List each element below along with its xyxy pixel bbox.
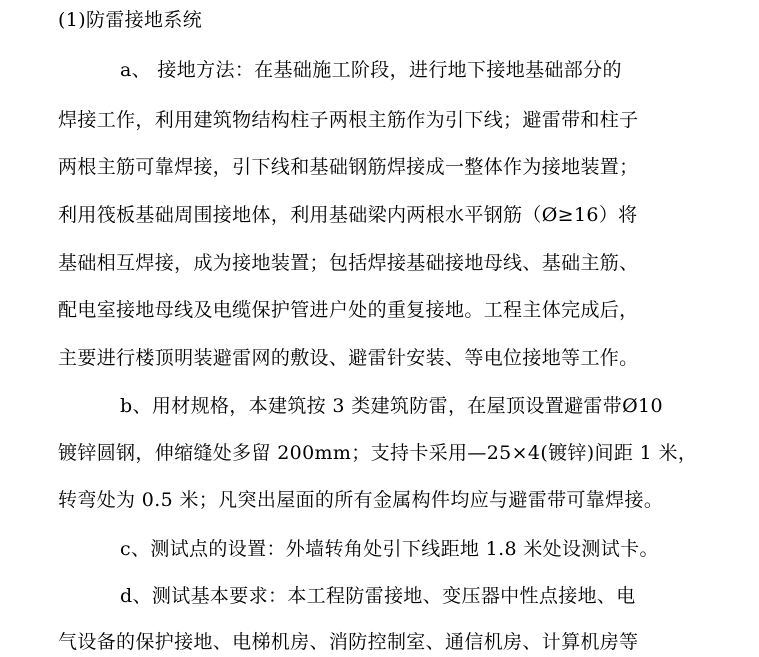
section-heading: (1)防雷接地系统	[58, 9, 203, 31]
paragraph-b-line-2: 镀锌圆钢，伸缩缝处多留 200mm；支持卡采用—25×4(镀锌)间距 1 米，	[58, 442, 698, 464]
paragraph-d-line-2: 气设备的保护接地、电梯机房、消防控制室、通信机房、计算机房等	[58, 631, 639, 653]
paragraph-a-line-6: 配电室接地母线及电缆保护管进户处的重复接地。工程主体完成后，	[58, 299, 639, 321]
paragraph-a-line-3: 两根主筋可靠焊接，引下线和基础钢筋焊接成一整体作为接地装置；	[58, 156, 639, 178]
paragraph-a-line-2: 焊接工作，利用建筑物结构柱子两根主筋作为引下线；避雷带和柱子	[58, 109, 639, 131]
paragraph-d-line-1: d、测试基本要求：本工程防雷接地、变压器中性点接地、电	[120, 585, 636, 607]
paragraph-a-line-1: a、 接地方法：在基础施工阶段，进行地下接地基础部分的	[120, 59, 622, 81]
paragraph-c-line-1: c、测试点的设置：外墙转角处引下线距地 1.8 米处设测试卡。	[120, 538, 659, 560]
paragraph-b-line-1: b、用材规格，本建筑按 3 类建筑防雷，在屋顶设置避雷带Ø10	[120, 395, 663, 417]
paragraph-b-line-3: 转弯处为 0.5 米；凡突出屋面的所有金属构件均应与避雷带可靠焊接。	[58, 489, 664, 511]
paragraph-a-line-5: 基础相互焊接，成为接地装置；包括焊接基础接地母线、基础主筋、	[58, 252, 639, 274]
paragraph-a-line-4: 利用筏板基础周围接地体，利用基础梁内两根水平钢筋（Ø≥16）将	[58, 204, 638, 226]
paragraph-a-line-7: 主要进行楼顶明装避雷网的敷设、避雷针安装、等电位接地等工作。	[58, 347, 639, 369]
